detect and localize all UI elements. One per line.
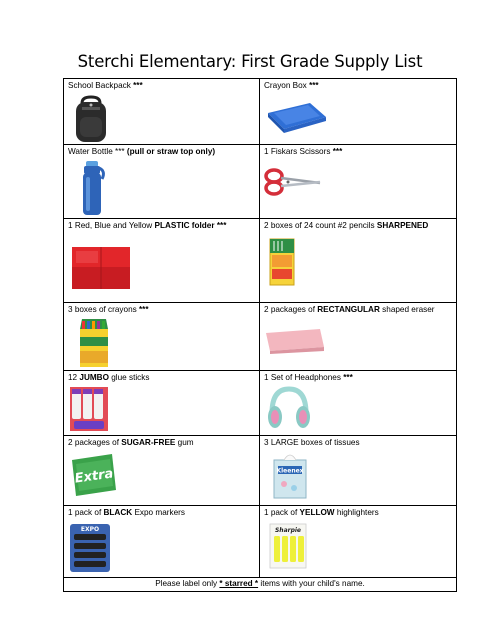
backpack-icon bbox=[72, 95, 110, 143]
crayons-icon bbox=[76, 317, 112, 369]
item-cell-headphones bbox=[260, 371, 456, 435]
tissues-brand: Kleenex bbox=[276, 467, 304, 475]
item-label: 1 Fiskars Scissors *** bbox=[264, 147, 343, 156]
item-label: 2 packages of SUGAR-FREE gum bbox=[68, 438, 194, 447]
supply-table bbox=[63, 78, 457, 592]
item-cell-gum bbox=[64, 436, 260, 505]
item-cell-scissors bbox=[260, 145, 456, 218]
headphones-icon bbox=[266, 383, 312, 433]
item-cell-expo-markers bbox=[64, 506, 260, 577]
table-row bbox=[64, 145, 456, 219]
eraser-icon bbox=[264, 325, 326, 355]
page-title: Sterchi Elementary: First Grade Supply List bbox=[77, 52, 423, 71]
highlighters-icon bbox=[268, 522, 308, 570]
item-label: Crayon Box *** bbox=[264, 81, 319, 90]
item-cell-water-bottle bbox=[64, 145, 260, 218]
tissues-icon bbox=[270, 450, 310, 500]
table-row bbox=[64, 506, 456, 578]
item-label: 3 boxes of crayons *** bbox=[68, 305, 149, 314]
item-label: 1 Set of Headphones *** bbox=[264, 373, 353, 382]
item-cell-eraser bbox=[260, 303, 456, 370]
table-row bbox=[64, 371, 456, 436]
table-row bbox=[64, 79, 456, 145]
glue-sticks-icon bbox=[68, 385, 110, 433]
item-cell-backpack bbox=[64, 79, 260, 144]
scissors-icon bbox=[264, 167, 322, 197]
item-cell-crayons bbox=[64, 303, 260, 370]
folder-icon bbox=[70, 245, 132, 291]
item-cell-glue-sticks bbox=[64, 371, 260, 435]
item-cell-crayon-box bbox=[260, 79, 456, 144]
item-cell-pencils bbox=[260, 219, 456, 302]
table-row bbox=[64, 219, 456, 303]
item-label: Water Bottle *** (pull or straw top only) bbox=[68, 147, 216, 156]
item-label: 3 LARGE boxes of tissues bbox=[264, 438, 360, 447]
item-label: 1 pack of BLACK Expo markers bbox=[68, 508, 185, 517]
table-row bbox=[64, 436, 456, 506]
highlighters-brand: Sharpie bbox=[274, 527, 302, 534]
label-reminder: Please label only * starred * items with your child's name. bbox=[155, 579, 365, 588]
gum-icon bbox=[68, 450, 118, 500]
item-label: 2 packages of RECTANGULAR shaped eraser bbox=[264, 305, 435, 314]
item-cell-tissues bbox=[260, 436, 456, 505]
item-label: 1 Red, Blue and Yellow PLASTIC folder *** bbox=[68, 221, 227, 230]
expo-markers-icon bbox=[68, 520, 114, 574]
item-label: 1 pack of YELLOW highlighters bbox=[264, 508, 379, 517]
gum-brand: Extra bbox=[73, 466, 115, 487]
markers-brand: EXPO bbox=[80, 526, 100, 533]
pencils-icon bbox=[268, 237, 296, 287]
item-label: 12 JUMBO glue sticks bbox=[68, 373, 150, 382]
item-label: School Backpack *** bbox=[68, 81, 143, 90]
item-cell-highlighters bbox=[260, 506, 456, 577]
crayon-box-icon bbox=[266, 99, 328, 135]
item-label: 2 boxes of 24 count #2 pencils SHARPENED bbox=[264, 221, 429, 230]
table-row bbox=[64, 303, 456, 371]
water-bottle-icon bbox=[78, 159, 108, 217]
item-cell-folder bbox=[64, 219, 260, 302]
